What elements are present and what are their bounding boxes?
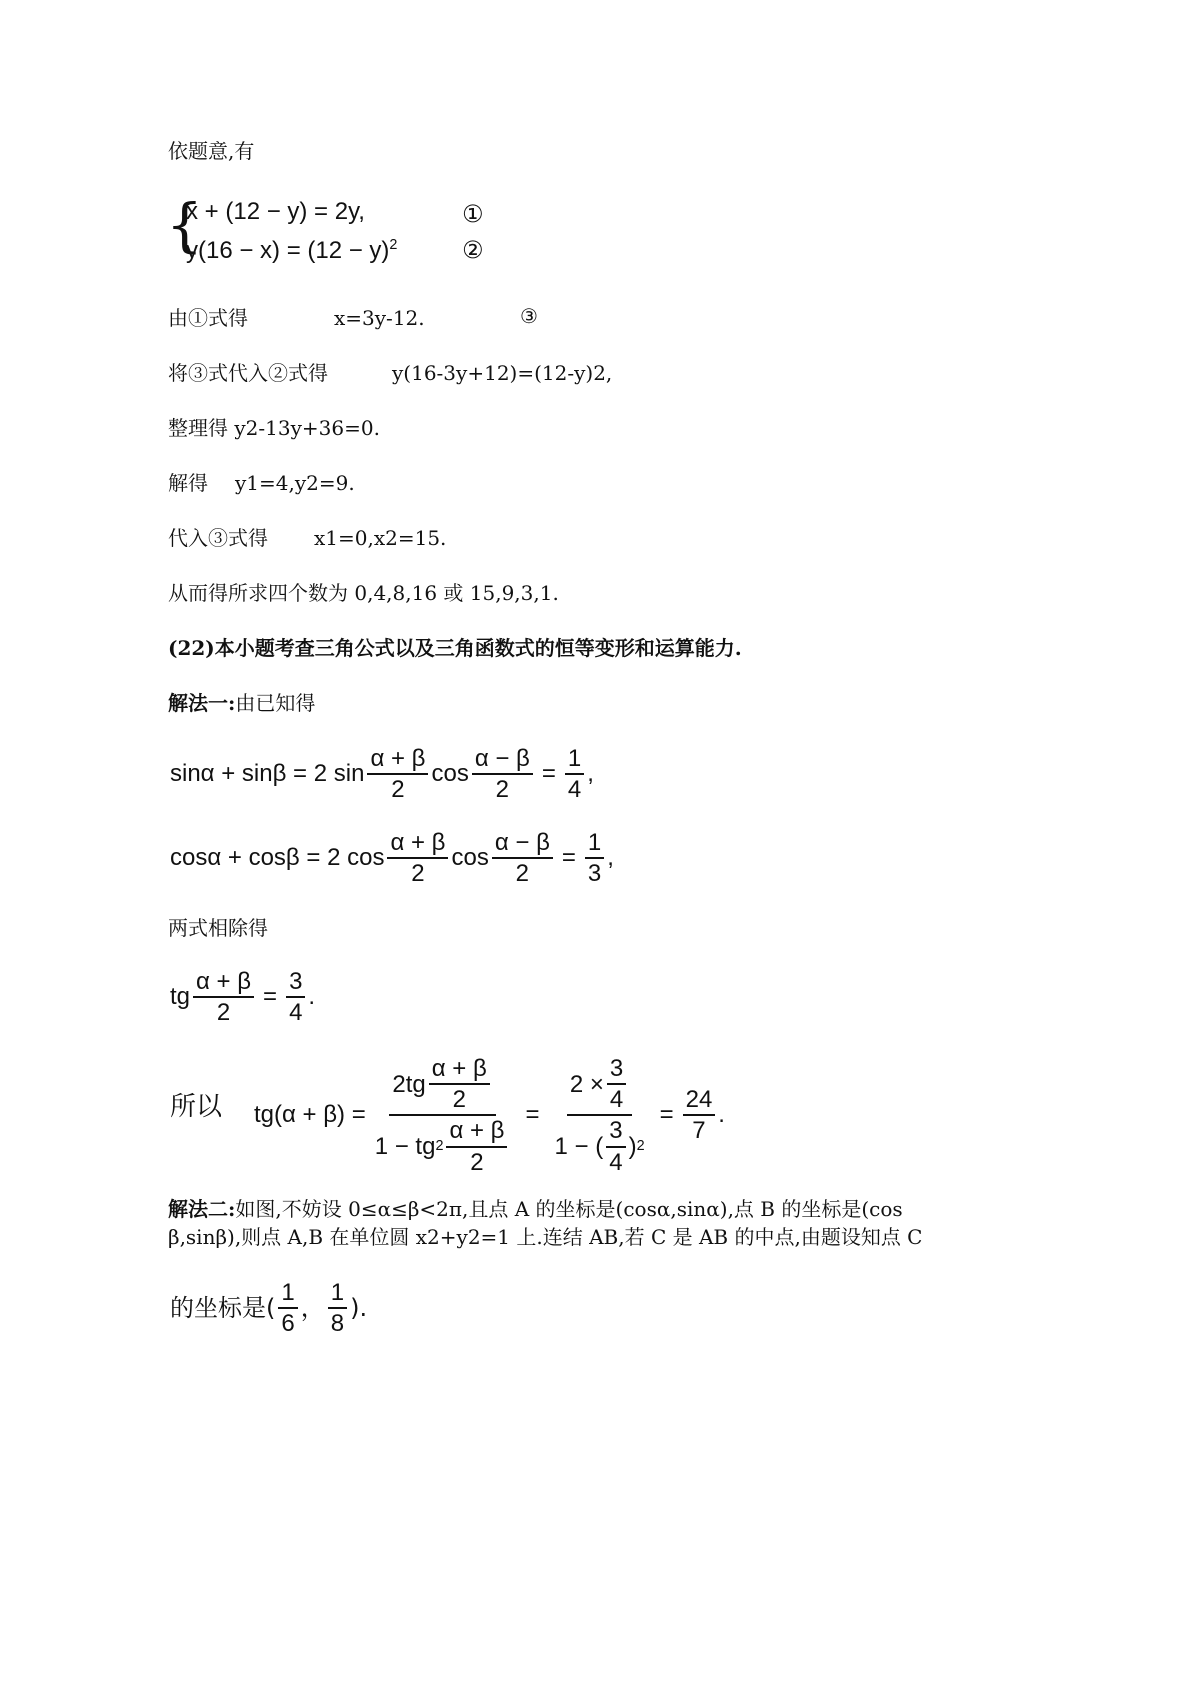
back-substitute-result: x1=0,x2=15. — [314, 526, 447, 550]
therefore-label: 所以 — [170, 1092, 223, 1122]
method-1-label: 解法一: — [168, 691, 236, 715]
equation-2: $y(16 - x) = (12 - y)^2$ — [186, 237, 398, 264]
step-from-eq1-result: x=3y-12. — [334, 306, 425, 330]
sum-to-product-cos: cosα + cosβ = 2 cos $\frac{\alpha + \beta}{2}$ cos $\frac{\alpha - \beta}{2}$ = $\frac{1}{3}$ , — [170, 829, 614, 888]
method-1-intro: 解法一:由已知得 — [168, 691, 316, 715]
method-2-line-1: 解法二:如图,不妨设 0≤α≤β<2π,且点 A 的坐标是(cosα,sinα),点 B 的坐标是(cos — [168, 1197, 903, 1221]
sum-to-product-sin: sinα + sinβ = 2 sin $\frac{\alpha + \beta}{2}$ cos $\frac{\alpha - \beta}{2}$ = $\frac{1}{4}$ , — [170, 745, 594, 804]
method-2-line-2: β,sinβ),则点 A,B 在单位圆 x2+y2=1 上.连结 AB,若 C 是 AB 的中点,由题设知点 C — [168, 1225, 923, 1249]
divide-text: 两式相除得 — [168, 916, 268, 940]
substitute-result: y(16-3y+12)=(12-y)2, — [392, 361, 613, 385]
intro-text: 依题意,有 — [168, 139, 255, 163]
solve-result: y1=4,y2=9. — [235, 471, 355, 495]
solve-label: 解得 — [168, 471, 208, 495]
step-from-eq1-label: 由①式得 — [168, 306, 248, 330]
system-brace: { — [166, 191, 203, 259]
conclusion-line: 从而得所求四个数为 0,4,8,16 或 15,9,3,1. — [168, 581, 559, 605]
equation-1: x + (12 − y) = 2y, — [186, 198, 365, 225]
substitute-label: 将③式代入②式得 — [168, 361, 328, 385]
back-substitute-label: 代入③式得 — [168, 526, 268, 550]
equation-2-marker: ② — [462, 236, 484, 264]
problem-22-heading: (22)本小题考查三角公式以及三角函数式的恒等变形和运算能力. — [168, 636, 742, 660]
equation-3-marker: ③ — [520, 304, 538, 328]
method-2-label: 解法二: — [168, 1197, 236, 1221]
equation-1-marker: ① — [462, 200, 484, 228]
midpoint-coordinates: 的坐标是( $\frac{1}{6}$ ， $\frac{1}{8}$ ). — [170, 1279, 368, 1338]
simplify-line: 整理得 y2-13y+36=0. — [168, 416, 380, 440]
double-angle-tangent: tg(α + β) = 2tg $\frac{\alpha + \beta}{2}$ 1 − tg 2 $\frac{\alpha + \beta}{2}$ = 2 × $\frac{3}{4}$ 1 − ( $\frac{3}{4}$ ) 2 = $\frac{24}{7}$ . — [254, 1055, 725, 1176]
tangent-half-sum: tg $\frac{\alpha + \beta}{2}$ = $\frac{3}{4}$ . — [170, 968, 316, 1027]
